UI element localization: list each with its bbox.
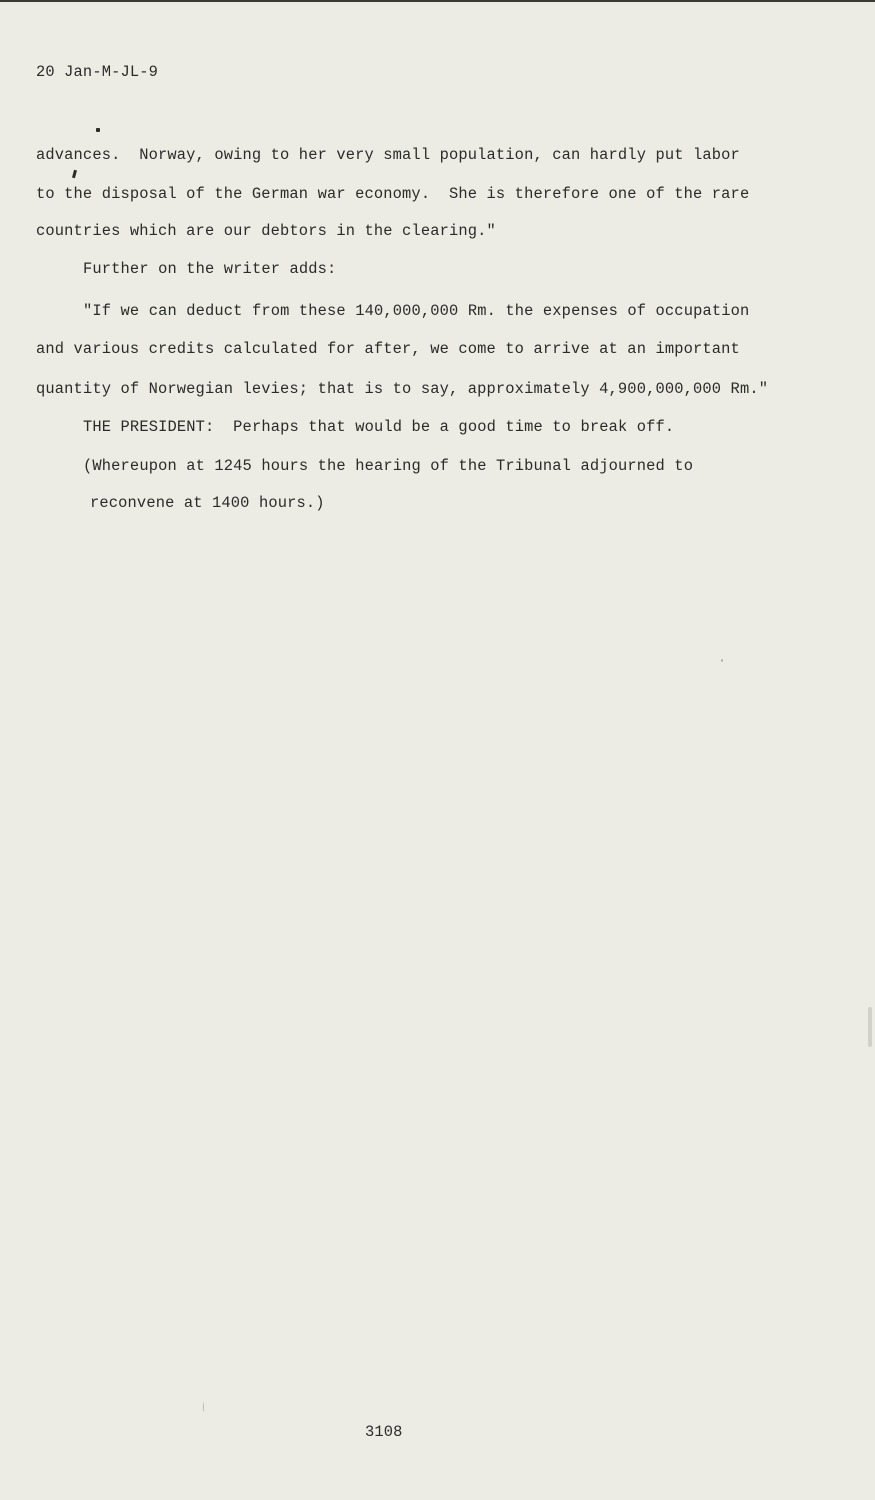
text-line: countries which are our debtors in the clearing." — [36, 222, 496, 240]
text-line: and various credits calculated for after, we come to arrive at an important — [36, 340, 740, 358]
text-line: THE PRESIDENT: Perhaps that would be a good time to break off. — [83, 418, 675, 436]
paper-speck — [721, 659, 723, 662]
ink-mark — [96, 128, 100, 132]
paper-speck — [203, 1402, 204, 1412]
page-number: 3108 — [365, 1423, 403, 1441]
text-line: to the disposal of the German war economy. She is therefore one of the rare — [36, 185, 750, 203]
text-line: reconvene at 1400 hours.) — [90, 494, 325, 512]
paper-speck — [868, 1007, 872, 1047]
ink-mark — [72, 170, 77, 179]
text-line: Further on the writer adds: — [83, 260, 337, 278]
text-line: (Whereupon at 1245 hours the hearing of the Tribunal adjourned to — [83, 457, 694, 475]
text-line: "If we can deduct from these 140,000,000 Rm. the expenses of occupation — [83, 302, 750, 320]
page-header: 20 Jan-M-JL-9 — [36, 63, 159, 81]
text-line: quantity of Norwegian levies; that is to say, approximately 4,900,000,000 Rm." — [36, 380, 769, 398]
text-line: advances. Norway, owing to her very small population, can hardly put labor — [36, 146, 740, 164]
